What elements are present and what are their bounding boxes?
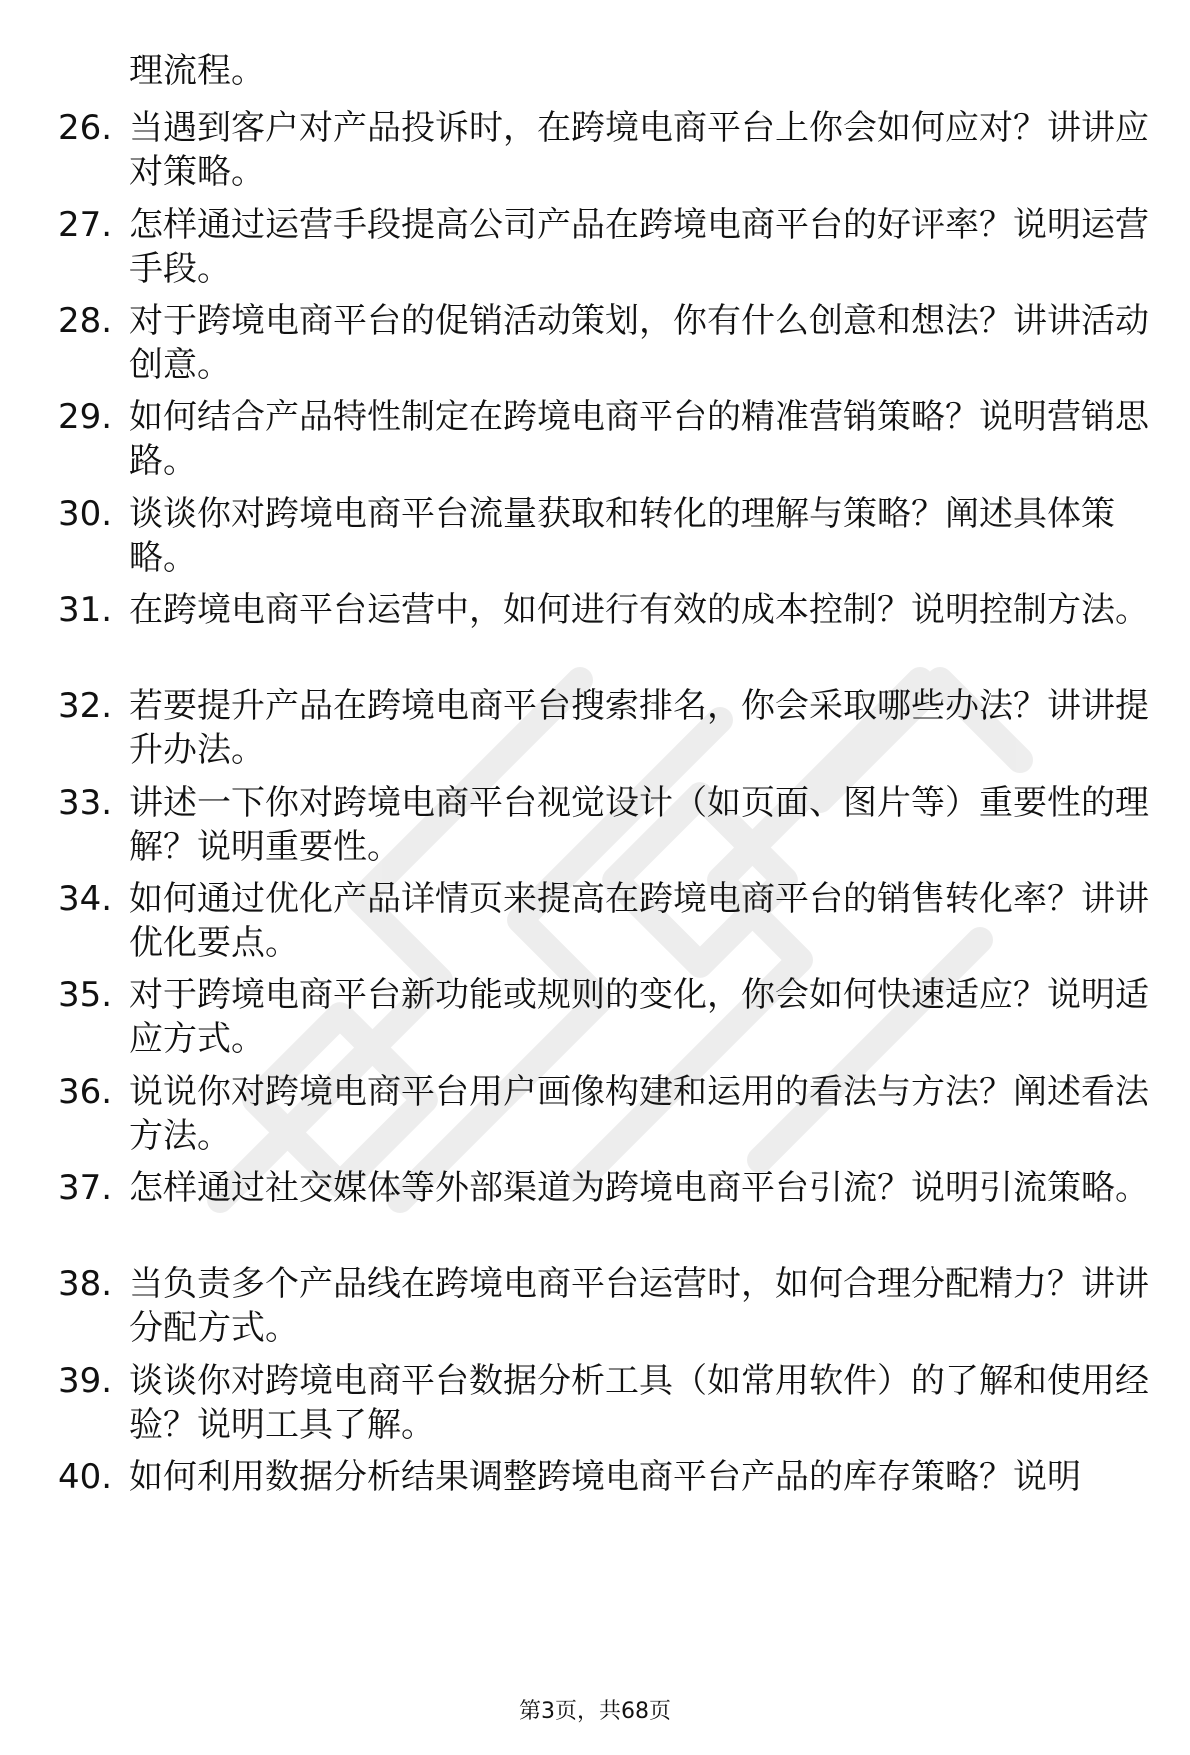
question-text: 讲述一下你对跨境电商平台视觉设计（如页面、图片等）重要性的理解？说明重要性。: [129, 783, 1149, 867]
question-number: 28.: [58, 301, 113, 341]
question-text: 谈谈你对跨境电商平台数据分析工具（如常用软件）的了解和使用经验？说明工具了解。: [129, 1361, 1149, 1445]
question-number: 34.: [58, 879, 113, 919]
question-number: 30.: [58, 494, 113, 534]
question-number: 26.: [58, 108, 113, 148]
question-number: 33.: [58, 783, 113, 823]
question-number: 29.: [58, 397, 113, 437]
question-text: 当遇到客户对产品投诉时，在跨境电商平台上你会如何应对？讲讲应对策略。: [129, 108, 1149, 192]
question-text: 说说你对跨境电商平台用户画像构建和运用的看法与方法？阐述看法方法。: [129, 1072, 1149, 1156]
question-text: 怎样通过社交媒体等外部渠道为跨境电商平台引流？说明引流策略。: [129, 1168, 1149, 1208]
question-text: 若要提升产品在跨境电商平台搜索排名，你会采取哪些办法？讲讲提升办法。: [129, 686, 1149, 770]
question-number: 27.: [58, 205, 113, 245]
question-text: 如何通过优化产品详情页来提高在跨境电商平台的销售转化率？讲讲优化要点。: [129, 879, 1149, 963]
question-text: 谈谈你对跨境电商平台流量获取和转化的理解与策略？阐述具体策略。: [129, 494, 1115, 578]
question-number: 38.: [58, 1264, 113, 1304]
question-number: 40.: [58, 1457, 113, 1497]
question-text: 在跨境电商平台运营中，如何进行有效的成本控制？说明控制方法。: [129, 590, 1149, 630]
question-text: 当负责多个产品线在跨境电商平台运营时，如何合理分配精力？讲讲分配方式。: [129, 1264, 1149, 1348]
question-number: 35.: [58, 975, 113, 1015]
question-text: 怎样通过运营手段提高公司产品在跨境电商平台的好评率？说明运营手段。: [129, 205, 1149, 289]
question-number: 32.: [58, 686, 113, 726]
question-text: 对于跨境电商平台新功能或规则的变化，你会如何快速适应？说明适应方式。: [129, 975, 1149, 1059]
page-footer: 第3页，共68页: [519, 1699, 671, 1724]
question-number: 31.: [58, 590, 113, 630]
question-number: 36.: [58, 1072, 113, 1112]
question-text: 如何利用数据分析结果调整跨境电商平台产品的库存策略？说明: [129, 1457, 1081, 1497]
question-text: 理流程。: [129, 51, 265, 91]
question-number: 39.: [58, 1361, 113, 1401]
question-number: 37.: [58, 1168, 113, 1208]
question-text: 对于跨境电商平台的促销活动策划，你有什么创意和想法？讲讲活动创意。: [129, 301, 1149, 385]
question-text: 如何结合产品特性制定在跨境电商平台的精准营销策略？说明营销思路。: [129, 397, 1149, 481]
